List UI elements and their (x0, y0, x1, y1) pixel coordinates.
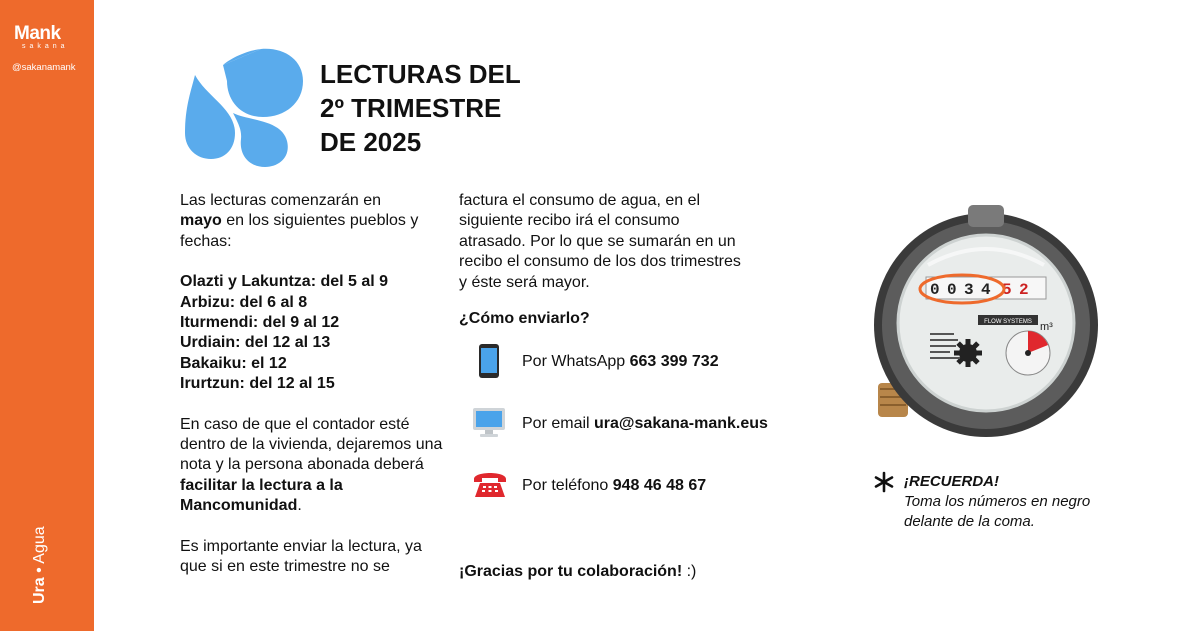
whatsapp-number[interactable]: 663 399 732 (629, 353, 719, 370)
meter-digit: 0 (930, 281, 940, 299)
reminder-body: Toma los números en negro delante de la coma. (904, 493, 1091, 530)
note-bold: facilitar la lectura a la Mancomunidad (180, 476, 343, 515)
water-drops-icon (183, 47, 305, 169)
meter-digit: 5 (1002, 281, 1012, 299)
contact-whatsapp (472, 343, 812, 383)
asterisk-icon (873, 471, 895, 493)
schedule-item: Urdiain: del 12 al 13 (180, 334, 331, 352)
logo-word: Mank (14, 23, 61, 44)
intro-text-a: Las lecturas comenzarán en (180, 192, 381, 209)
meter-digit: 3 (964, 281, 974, 299)
reminder-title: ¡RECUERDA! (904, 473, 999, 490)
section-label-rest: Agua (31, 526, 48, 564)
title-line-3: DE 2025 (320, 127, 422, 157)
schedule-list (180, 272, 450, 394)
page-title (320, 57, 521, 159)
title-line-1: LECTURAS DEL (320, 59, 521, 89)
schedule-item: Iturmendi: del 9 al 12 (180, 314, 340, 332)
note-paragraph (180, 415, 450, 517)
contact-label (522, 477, 706, 495)
note-text-a: En caso de que el contador esté dentro de la vivienda, dejaremos una nota y la persona abonada deberá (180, 415, 443, 474)
meter-digit: 0 (947, 281, 957, 299)
phone-icon (472, 343, 508, 379)
email-address[interactable]: ura@sakana-mank.eus (594, 415, 768, 432)
section-label-bold: Ura (31, 577, 48, 604)
schedule-item: Arbizu: del 6 al 8 (180, 293, 308, 311)
telephone-icon (472, 467, 508, 503)
important-continued: factura el consumo de agua, en el siguiente recibo irá el consumo atrasado. Por lo que se sumarán en un recibo el consumo de los dos trimestres y éste será mayor. (459, 192, 741, 291)
section-label-sep: • (31, 563, 48, 578)
important-paragraph: Es importante enviar la lectura, ya que si en este trimestre no se (180, 537, 422, 576)
left-column (180, 191, 450, 578)
contact-label (522, 353, 719, 371)
social-handle: @sakanamank (12, 62, 76, 73)
intro-paragraph (180, 191, 450, 252)
note-text-b: . (297, 497, 302, 515)
contact-telephone (472, 467, 812, 507)
how-to-send-title: ¿Cómo enviarlo? (459, 310, 590, 327)
meter-digit: 4 (981, 281, 991, 299)
whatsapp-label: Por WhatsApp (522, 353, 630, 370)
brand-logo (14, 24, 69, 50)
section-label (31, 526, 49, 604)
thanks-rest: :) (682, 563, 697, 580)
phone-label: Por teléfono (522, 477, 613, 494)
meter-unit: m³ (1040, 321, 1053, 333)
thanks-bold: ¡Gracias por tu colaboración! (459, 563, 683, 580)
sidebar (0, 0, 94, 631)
contact-email (472, 405, 812, 445)
email-label: Por email (522, 415, 595, 432)
intro-month: mayo (180, 212, 222, 230)
meter-brand: FLOW SYSTEMS (984, 319, 1032, 325)
contact-label (522, 415, 768, 433)
thanks-message (459, 563, 696, 581)
schedule-item: Olazti y Lakuntza: del 5 al 9 (180, 273, 389, 291)
title-line-2: 2º TRIMESTRE (320, 93, 502, 123)
water-meter-image (868, 205, 1098, 445)
schedule-item: Irurtzun: del 12 al 15 (180, 375, 335, 393)
phone-number[interactable]: 948 46 48 67 (612, 477, 707, 494)
middle-column (459, 191, 749, 293)
intro-text-b: en los siguientes pueblos y fechas: (180, 212, 419, 250)
computer-icon (472, 405, 508, 441)
logo-sub: sakana (22, 43, 69, 50)
meter-digit: 2 (1019, 281, 1029, 299)
schedule-item: Bakaiku: el 12 (180, 354, 287, 372)
